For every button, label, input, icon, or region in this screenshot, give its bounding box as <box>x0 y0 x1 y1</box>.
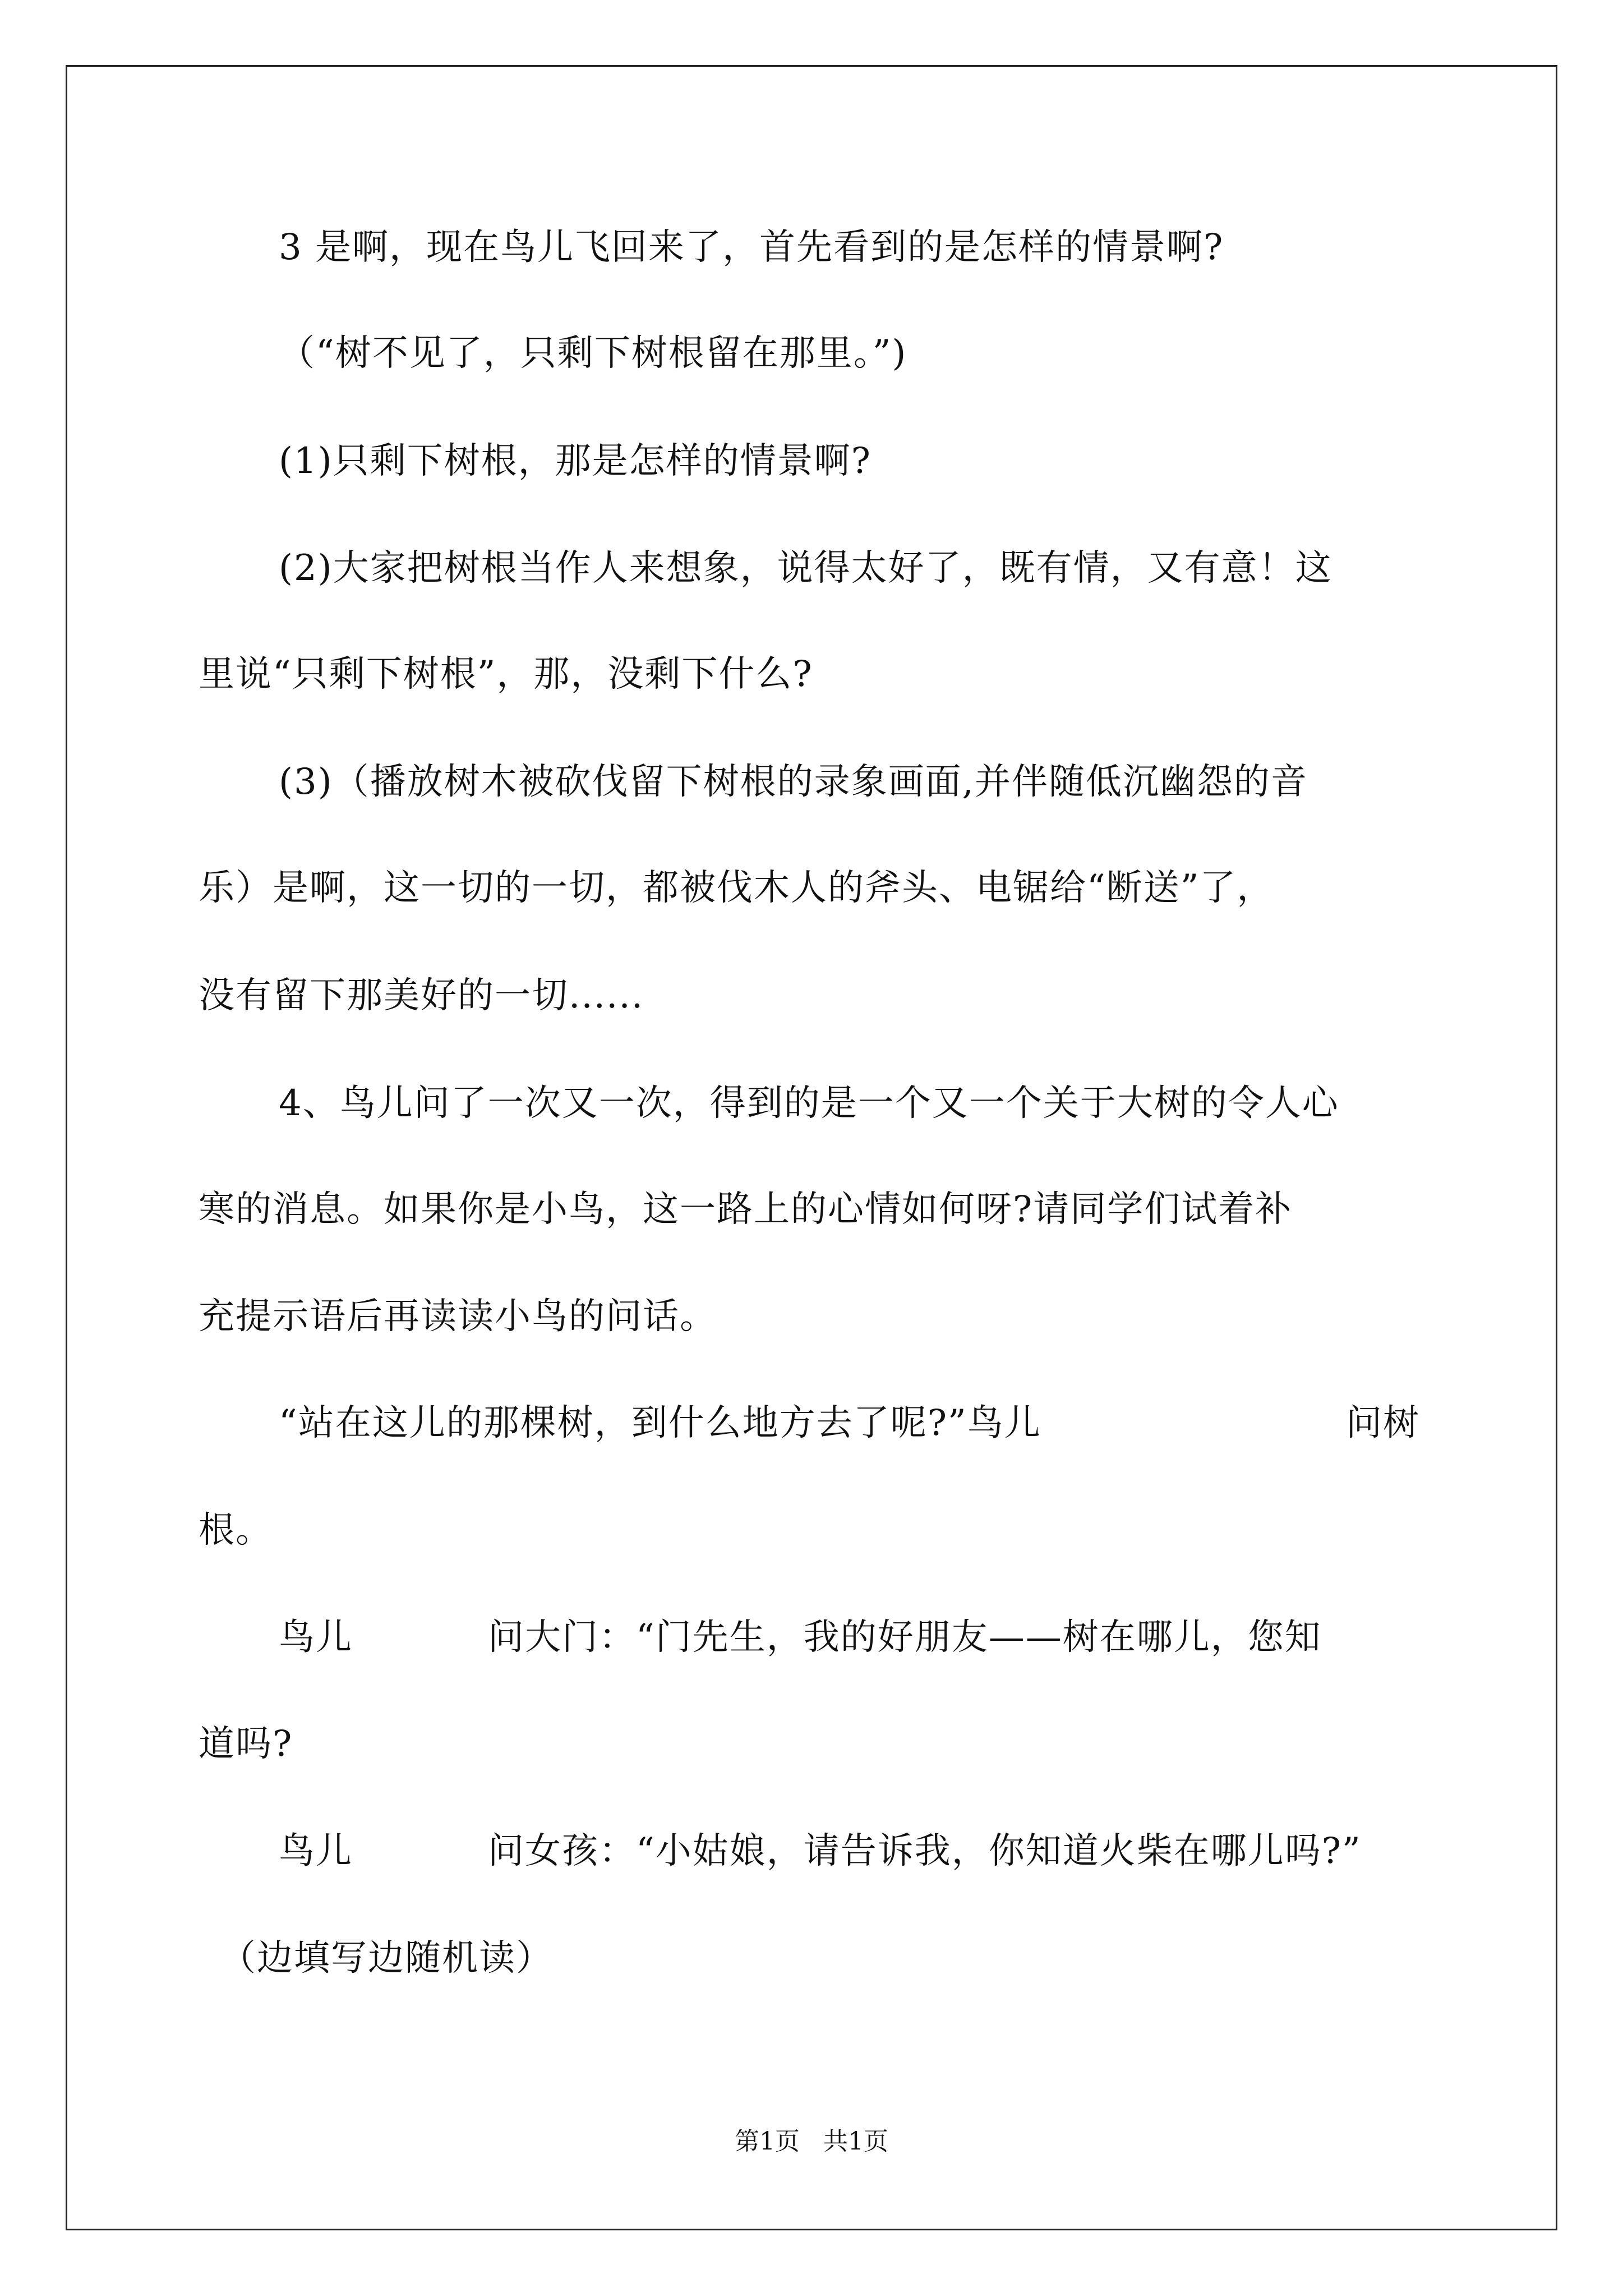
text-line-12: “站在这儿的那棵树，到什么地方去了呢?”鸟儿 <box>279 1402 1041 1444</box>
page-number-footer: 第1页 共1页 <box>735 2127 888 2156</box>
text-line-9: 4、鸟儿问了一次又一次，得到的是一个又一个关于大树的令人心 <box>279 1083 1339 1124</box>
text-line-4: (2)大家把树根当作人来想象，说得太好了，既有情，又有意！这 <box>279 547 1332 589</box>
text-line-7: 乐）是啊，这一切的一切，都被伐木人的斧头、电锯给“断送”了， <box>199 867 1274 909</box>
text-line-11: 充提示语后再读读小鸟的问话。 <box>199 1296 717 1337</box>
text-line-16: 问女孩：“小姑娘，请告诉我，你知道火柴在哪儿吗?” <box>488 1830 1362 1872</box>
text-line-15: 道吗? <box>199 1723 293 1765</box>
text-line-14: 问大门：“门先生，我的好朋友——树在哪儿，您知 <box>488 1617 1322 1658</box>
text-line-10: 寒的消息。如果你是小鸟，这一路上的心情如何呀?请同学们试着补 <box>199 1189 1293 1230</box>
text-line-8: 没有留下那美好的一切...... <box>199 975 644 1016</box>
text-line-5: 里说“只剩下树根”，那，没剩下什么? <box>199 654 813 695</box>
text-line-13: 根。 <box>199 1510 273 1551</box>
text-line-16-start: 鸟儿 <box>279 1830 353 1872</box>
page-border <box>66 65 1557 2230</box>
text-line-1: 3 是啊，现在鸟儿飞回来了，首先看到的是怎样的情景啊? <box>279 227 1224 268</box>
text-line-17: （边填写边随机读） <box>220 1938 553 1979</box>
text-line-6: (3)（播放树木被砍伐留下树根的录象画面,并伴随低沉幽怨的音 <box>279 761 1308 803</box>
text-line-3: (1)只剩下树根，那是怎样的情景啊? <box>279 440 872 482</box>
text-line-14-start: 鸟儿 <box>279 1617 353 1658</box>
text-line-12-end: 问树 <box>1346 1402 1420 1444</box>
text-line-2: （“树不见了，只剩下树根留在那里。”) <box>279 333 907 374</box>
